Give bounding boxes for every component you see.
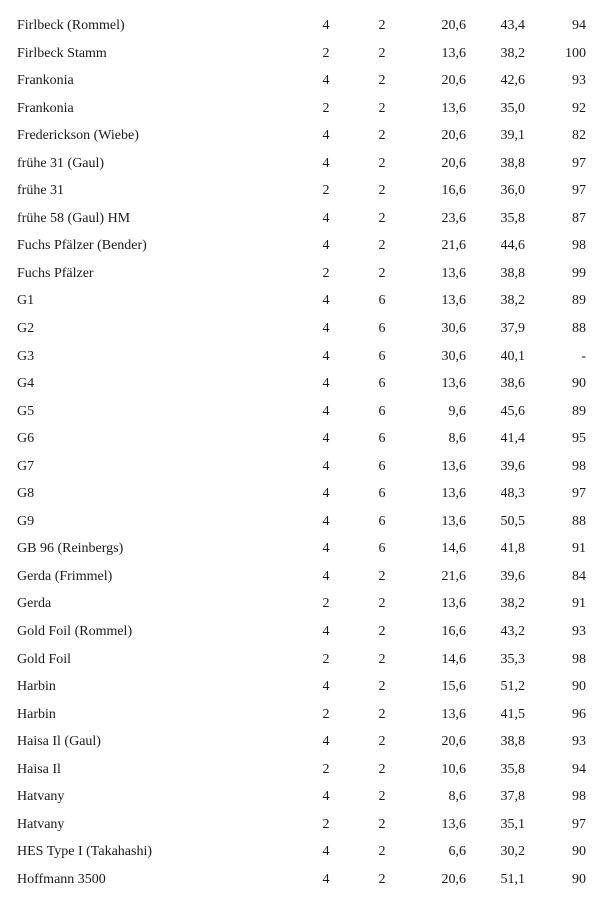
row-col-d-cell: 38,2 [500, 293, 525, 309]
row-name-cell: Frankonia [17, 73, 74, 89]
row-name-cell: Frederickson (Wiebe) [17, 128, 139, 144]
row-col-b-cell: 6 [378, 486, 386, 502]
row-col-a-cell: 4 [322, 458, 330, 474]
table-row [0, 811, 611, 839]
row-col-a-cell: 2 [322, 183, 330, 199]
table-row [0, 398, 611, 426]
row-col-b-cell: 2 [378, 679, 386, 695]
row-col-e-cell: 97 [572, 816, 586, 832]
row-name-cell: frühe 58 (Gaul) HM [17, 210, 131, 226]
row-col-c-cell: 13,6 [441, 513, 466, 529]
row-name-cell: HES Type I (Takahashi) [17, 844, 153, 860]
row-col-b-cell: 2 [378, 651, 386, 667]
row-name-cell: Hatvany [17, 789, 65, 805]
row-col-d-cell: 41,5 [500, 706, 525, 722]
row-col-a-cell: 4 [322, 128, 330, 144]
table-row [0, 563, 611, 591]
row-col-c-cell: 16,6 [441, 624, 466, 640]
row-name-cell: Gold Foil [17, 651, 72, 667]
row-col-e-cell: 93 [572, 734, 586, 750]
table-row [0, 425, 611, 453]
table-row [0, 232, 611, 260]
row-col-b-cell: 2 [378, 624, 386, 640]
row-col-a-cell: 4 [322, 679, 330, 695]
row-col-a-cell: 2 [322, 45, 330, 61]
row-col-d-cell: 38,8 [500, 155, 525, 171]
table-row [0, 590, 611, 618]
row-col-a-cell: 4 [322, 293, 330, 309]
row-col-b-cell: 2 [378, 265, 386, 281]
row-col-a-cell: 4 [322, 844, 330, 860]
row-col-d-cell: 38,6 [500, 376, 525, 392]
row-col-c-cell: 21,6 [441, 568, 466, 584]
row-name-cell: G9 [17, 513, 35, 529]
row-col-a-cell: 4 [322, 348, 330, 364]
row-col-c-cell: 20,6 [441, 155, 466, 171]
row-name-cell: G4 [17, 376, 35, 392]
row-col-a-cell: 4 [322, 541, 330, 557]
row-col-a-cell: 2 [322, 596, 330, 612]
row-col-c-cell: 13,6 [441, 816, 466, 832]
row-col-e-cell: 98 [572, 458, 586, 474]
table-row [0, 728, 611, 756]
row-col-c-cell: 20,6 [441, 128, 466, 144]
row-col-e-cell: 95 [572, 431, 586, 447]
row-col-b-cell: 2 [378, 706, 386, 722]
row-name-cell: G7 [17, 458, 35, 474]
row-col-d-cell: 30,2 [500, 844, 525, 860]
row-col-d-cell: 43,2 [500, 624, 525, 640]
row-col-b-cell: 2 [378, 73, 386, 89]
row-col-b-cell: 2 [378, 45, 386, 61]
row-name-cell: G6 [17, 431, 35, 447]
row-col-c-cell: 14,6 [441, 651, 466, 667]
row-col-e-cell: 97 [572, 183, 586, 199]
table-row [0, 370, 611, 398]
row-col-e-cell: 91 [572, 541, 586, 557]
row-col-d-cell: 43,4 [500, 18, 525, 33]
row-name-cell: G5 [17, 403, 35, 419]
row-col-d-cell: 35,0 [500, 100, 525, 116]
row-col-b-cell: 2 [378, 128, 386, 144]
row-col-e-cell: 88 [572, 321, 586, 337]
table-row [0, 287, 611, 315]
row-col-b-cell: 2 [378, 183, 386, 199]
row-col-d-cell: 38,2 [500, 45, 525, 61]
row-col-a-cell: 4 [322, 789, 330, 805]
row-col-b-cell: 2 [378, 816, 386, 832]
row-col-d-cell: 39,1 [500, 128, 525, 144]
row-col-e-cell: 94 [572, 18, 586, 33]
row-col-c-cell: 6,6 [448, 844, 466, 860]
row-col-a-cell: 2 [322, 100, 330, 116]
row-col-d-cell: 39,6 [500, 458, 525, 474]
row-col-a-cell: 4 [322, 734, 330, 750]
row-col-d-cell: 35,8 [500, 761, 525, 777]
row-col-e-cell: 90 [572, 376, 586, 392]
table-row [0, 315, 611, 343]
row-name-cell: Harbin [17, 706, 56, 722]
row-col-c-cell: 13,6 [441, 265, 466, 281]
row-name-cell: Haisa Il [17, 761, 61, 777]
row-col-b-cell: 6 [378, 403, 386, 419]
row-col-e-cell: - [581, 348, 586, 364]
row-col-c-cell: 20,6 [441, 73, 466, 89]
row-name-cell: Gold Foil (Rommel) [17, 624, 133, 640]
row-name-cell: Hatvany [17, 816, 65, 832]
row-col-b-cell: 2 [378, 596, 386, 612]
row-col-c-cell: 8,6 [448, 789, 466, 805]
row-col-d-cell: 41,4 [500, 431, 525, 447]
row-name-cell: Frankonia [17, 100, 74, 116]
row-col-a-cell: 4 [322, 403, 330, 419]
row-name-cell: G2 [17, 321, 35, 337]
table-row [0, 480, 611, 508]
row-col-b-cell: 6 [378, 513, 386, 529]
row-col-c-cell: 9,6 [448, 403, 466, 419]
row-col-b-cell: 6 [378, 293, 386, 309]
row-name-cell: Hoffmann 3500 [17, 871, 106, 887]
row-col-c-cell: 30,6 [441, 348, 466, 364]
table-row [0, 701, 611, 729]
row-col-d-cell: 37,9 [500, 321, 525, 337]
row-name-cell: G1 [17, 293, 35, 309]
row-col-e-cell: 84 [572, 568, 586, 584]
row-col-a-cell: 4 [322, 486, 330, 502]
row-col-d-cell: 44,6 [500, 238, 525, 254]
row-col-c-cell: 13,6 [441, 486, 466, 502]
row-col-a-cell: 2 [322, 651, 330, 667]
row-col-c-cell: 14,6 [441, 541, 466, 557]
row-col-b-cell: 6 [378, 321, 386, 337]
row-name-cell: G3 [17, 348, 35, 364]
row-col-e-cell: 98 [572, 651, 586, 667]
data-table [0, 12, 611, 894]
row-col-a-cell: 2 [322, 761, 330, 777]
row-col-c-cell: 16,6 [441, 183, 466, 199]
row-col-a-cell: 4 [322, 376, 330, 392]
table-row [0, 646, 611, 674]
row-col-b-cell: 2 [378, 210, 386, 226]
row-col-a-cell: 2 [322, 265, 330, 281]
row-name-cell: Fuchs Pfälzer (Bender) [17, 238, 147, 254]
row-col-b-cell: 2 [378, 789, 386, 805]
row-name-cell: Gerda [17, 596, 52, 612]
table-row [0, 205, 611, 233]
row-col-c-cell: 21,6 [441, 238, 466, 254]
table-row [0, 12, 611, 40]
row-col-c-cell: 13,6 [441, 596, 466, 612]
row-col-b-cell: 2 [378, 761, 386, 777]
table-row [0, 122, 611, 150]
row-col-c-cell: 13,6 [441, 45, 466, 61]
row-col-a-cell: 4 [322, 624, 330, 640]
table-row [0, 508, 611, 536]
row-col-b-cell: 2 [378, 871, 386, 887]
row-col-e-cell: 97 [572, 486, 586, 502]
row-col-d-cell: 42,6 [500, 73, 525, 89]
row-col-d-cell: 50,5 [500, 513, 525, 529]
row-col-d-cell: 41,8 [500, 541, 525, 557]
row-col-d-cell: 38,2 [500, 596, 525, 612]
row-col-a-cell: 4 [322, 238, 330, 254]
row-col-d-cell: 38,8 [500, 734, 525, 750]
row-col-b-cell: 6 [378, 431, 386, 447]
row-col-e-cell: 89 [572, 403, 586, 419]
row-col-d-cell: 36,0 [500, 183, 525, 199]
row-col-c-cell: 30,6 [441, 321, 466, 337]
row-col-b-cell: 6 [378, 541, 386, 557]
table-row [0, 177, 611, 205]
row-col-e-cell: 93 [572, 73, 586, 89]
row-col-c-cell: 20,6 [441, 734, 466, 750]
row-col-e-cell: 87 [572, 210, 586, 226]
row-col-c-cell: 13,6 [441, 376, 466, 392]
table-row [0, 838, 611, 866]
row-col-b-cell: 2 [378, 155, 386, 171]
row-col-b-cell: 6 [378, 376, 386, 392]
row-col-e-cell: 98 [572, 789, 586, 805]
row-col-a-cell: 2 [322, 816, 330, 832]
row-col-d-cell: 51,2 [500, 679, 525, 695]
row-col-a-cell: 4 [322, 513, 330, 529]
table-row [0, 673, 611, 701]
row-col-a-cell: 4 [322, 321, 330, 337]
row-col-a-cell: 4 [322, 431, 330, 447]
row-col-c-cell: 8,6 [448, 431, 466, 447]
row-col-b-cell: 2 [378, 100, 386, 116]
row-col-a-cell: 4 [322, 18, 330, 33]
row-name-cell: Firlbeck (Rommel) [17, 18, 125, 33]
table-row [0, 67, 611, 95]
row-name-cell: Fuchs Pfälzer [17, 265, 94, 281]
row-col-a-cell: 4 [322, 155, 330, 171]
row-col-a-cell: 4 [322, 568, 330, 584]
row-col-e-cell: 94 [572, 761, 586, 777]
row-col-e-cell: 96 [572, 706, 586, 722]
row-col-d-cell: 45,6 [500, 403, 525, 419]
table-row [0, 150, 611, 178]
table-row [0, 783, 611, 811]
row-col-d-cell: 35,3 [500, 651, 525, 667]
row-name-cell: frühe 31 [17, 183, 65, 199]
row-col-a-cell: 2 [322, 706, 330, 722]
row-col-e-cell: 98 [572, 238, 586, 254]
row-col-c-cell: 20,6 [441, 18, 466, 33]
row-col-c-cell: 15,6 [441, 679, 466, 695]
table-row [0, 866, 611, 894]
row-col-d-cell: 35,8 [500, 210, 525, 226]
row-col-c-cell: 13,6 [441, 100, 466, 116]
table-row [0, 618, 611, 646]
row-col-b-cell: 6 [378, 348, 386, 364]
row-col-b-cell: 2 [378, 568, 386, 584]
row-col-e-cell: 99 [572, 265, 586, 281]
row-col-c-cell: 20,6 [441, 871, 466, 887]
table-row [0, 756, 611, 784]
row-col-e-cell: 89 [572, 293, 586, 309]
row-col-d-cell: 35,1 [500, 816, 525, 832]
row-col-e-cell: 92 [572, 100, 586, 116]
row-col-d-cell: 37,8 [500, 789, 525, 805]
row-col-a-cell: 4 [322, 73, 330, 89]
table-row [0, 260, 611, 288]
table-row [0, 453, 611, 481]
row-col-e-cell: 88 [572, 513, 586, 529]
row-col-d-cell: 48,3 [500, 486, 525, 502]
row-col-e-cell: 93 [572, 624, 586, 640]
row-name-cell: Firlbeck Stamm [17, 45, 107, 61]
row-col-d-cell: 40,1 [500, 348, 525, 364]
row-col-e-cell: 100 [565, 45, 586, 61]
table-row [0, 40, 611, 68]
row-name-cell: GB 96 (Reinbergs) [17, 541, 124, 557]
row-name-cell: Harbin [17, 679, 56, 695]
row-col-e-cell: 90 [572, 844, 586, 860]
row-col-e-cell: 90 [572, 871, 586, 887]
row-col-d-cell: 39,6 [500, 568, 525, 584]
row-col-a-cell: 4 [322, 210, 330, 226]
row-name-cell: G8 [17, 486, 35, 502]
row-col-e-cell: 82 [572, 128, 586, 144]
row-col-e-cell: 91 [572, 596, 586, 612]
row-col-c-cell: 13,6 [441, 706, 466, 722]
row-col-a-cell: 4 [322, 871, 330, 887]
row-col-b-cell: 2 [378, 734, 386, 750]
row-col-b-cell: 2 [378, 238, 386, 254]
row-col-c-cell: 13,6 [441, 458, 466, 474]
row-col-c-cell: 13,6 [441, 293, 466, 309]
row-col-d-cell: 38,8 [500, 265, 525, 281]
row-name-cell: frühe 31 (Gaul) [17, 155, 105, 171]
row-col-c-cell: 10,6 [441, 761, 466, 777]
row-col-b-cell: 2 [378, 844, 386, 860]
row-col-e-cell: 97 [572, 155, 586, 171]
table-row [0, 343, 611, 371]
table-row [0, 95, 611, 123]
row-col-e-cell: 90 [572, 679, 586, 695]
row-col-b-cell: 2 [378, 18, 386, 33]
row-name-cell: Gerda (Frimmel) [17, 568, 113, 584]
row-name-cell: Haisa Il (Gaul) [17, 734, 101, 750]
table-row [0, 535, 611, 563]
row-col-d-cell: 51,1 [500, 871, 525, 887]
row-col-b-cell: 6 [378, 458, 386, 474]
row-col-c-cell: 23,6 [441, 210, 466, 226]
